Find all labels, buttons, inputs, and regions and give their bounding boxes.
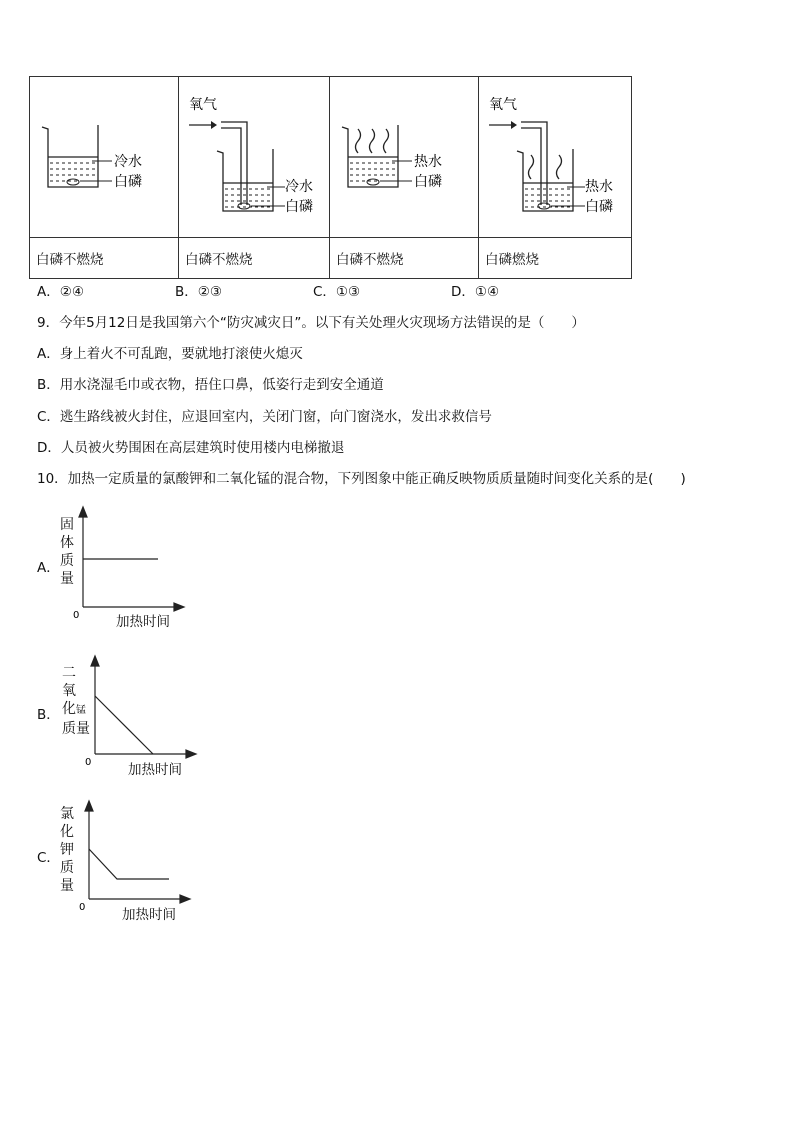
q8-option-a: A．②④ [37,284,84,300]
label-hot-water: 热水 [585,179,613,195]
q9-option-b: B．用水浇湿毛巾或衣物，捂住口鼻，低姿行走到安全通道 [37,377,384,393]
q8-option-b: B．②③ [175,284,222,300]
q10-stem: 10．加热一定质量的氯酸钾和二氧化锰的混合物，下列图象中能正确反映物质质量随时间变化关系的是( ) [37,471,686,487]
graph-c-origin: 0 [79,902,86,913]
result-cell-1: 白磷不燃烧 [30,238,179,279]
graph-b-ylabel: 二 氧 化锰 质量 [62,665,90,737]
label-oxygen: 氧气 [489,97,517,113]
graph-a-xlabel: 加热时间 [116,614,170,630]
q9-option-c: C．逃生路线被火封住，应退回室内，关闭门窗，向门窗浇水，发出求救信号 [37,409,492,425]
q9-stem: 9．今年5月12日是我国第六个“防灾减灾日”。以下有关处理火灾现场方法错误的是（ ） [37,315,585,331]
beaker-oxygen-hot-water-figure [479,77,632,233]
label-white-phosphorus: 白磷 [585,199,613,215]
q10-option-c-label: C． [37,850,60,866]
label-white-phosphorus: 白磷 [285,199,313,215]
result-cell-2: 白磷不燃烧 [179,238,330,279]
graph-b-xlabel: 加热时间 [128,762,182,778]
q10-option-a-label: A． [37,560,60,576]
label-hot-water: 热水 [414,154,442,170]
experiment-cell-3 [330,77,479,238]
result-cell-4: 白磷燃烧 [479,238,632,279]
q10-option-b-label: B． [37,707,60,723]
label-cold-water: 冷水 [114,154,142,170]
q9-option-a: A．身上着火不可乱跑，要就地打滚使火熄灭 [37,346,303,362]
graph-a-origin: 0 [73,610,80,621]
graph-b-series-line [95,696,153,754]
experiment-table [29,76,632,279]
q8-option-d: D．①④ [451,284,500,300]
beaker-oxygen-cold-water-figure [179,77,330,233]
graph-b-origin: 0 [85,757,92,768]
q9-option-d: D．人员被火势围困在高层建筑时使用楼内电梯撤退 [37,440,345,456]
experiment-cell-4 [479,77,632,238]
label-white-phosphorus: 白磷 [414,174,442,190]
label-white-phosphorus: 白磷 [114,174,142,190]
q8-option-c: C．①③ [313,284,361,300]
result-cell-3: 白磷不燃烧 [330,238,479,279]
label-oxygen: 氧气 [189,97,217,113]
graph-a-ylabel: 固 体 质 量 [60,517,74,587]
label-cold-water: 冷水 [285,179,313,195]
experiment-cell-2 [179,77,330,238]
beaker-hot-water-figure [330,77,479,233]
graph-c-series-line [89,849,169,879]
graph-c-xlabel: 加热时间 [122,907,176,923]
beaker-cold-water-figure [30,77,179,233]
experiment-cell-1 [30,77,179,238]
graph-c-ylabel: 氯 化 钾 质 量 [60,806,74,894]
